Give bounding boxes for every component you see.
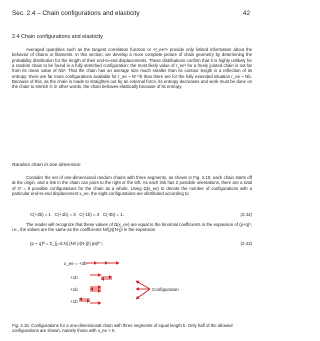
paragraph-random-chain: Consider the set of one-dimensional random chains with three segments, as shown in Fig. 2.15; each chain starts off at the origin, and a link in the chain can point to the right or the left. As each link has 2 possible orientations, there are a total of 2³ = 8 possible configurations for the chain as a whole. Using Ω(x_ee) to denote the number of configurations with a particular end-to-end displacement x_ee, the eight configurations are distributed according to: — [12, 175, 252, 197]
configuration-diagram — [60, 255, 210, 320]
level-label: +1b — [70, 299, 78, 304]
figure-caption: Fig. 2.15. Configurations for a one-dimensional chain with three segments of equal length b. Only half of the allowed configurations are shown, namely those with x_ee > 0. — [12, 323, 233, 334]
subheading: Random chain in one dimension — [12, 163, 81, 168]
page-number: 42 — [242, 10, 250, 17]
running-head: Sec. 2.4 – Chain configurations and elasticity — [12, 10, 140, 17]
pointer-arrow — [136, 289, 150, 299]
equation-number: (2.42) — [240, 212, 252, 217]
xee-label: x_ee = +3b — [64, 261, 87, 266]
equation-expression: (p + q)ᴺ = Σ_{j=0,N} [N!/ j!(N-j)!] pʲqᴺ⁻ʲ, — [30, 241, 104, 246]
equation-2-42 — [12, 212, 252, 218]
pointer-arrow — [136, 281, 150, 289]
equation-2-43 — [12, 241, 252, 247]
level-label: +1b — [70, 287, 78, 292]
level-label: +1b — [70, 275, 78, 280]
configuration-label: Configuration — [152, 287, 179, 292]
section-title: 2.4 Chain configurations and elasticity — [12, 34, 103, 40]
paragraph-binomial: The reader will recognize that these values of Ω(x_ee) are equal to the binomial coefficients in the expansion of (p+q)³, i.e., the values are the same as the coefficients N!/(j!)(N-j)! in the expansion — [12, 222, 252, 233]
intro-paragraph: Averaged quantities such as the tangent correlation function or <r_ee²> provide only limited information about the behavior of chains or filaments. In this section, we develop a more complete picture of chain geometry by determining the probability distribution for the length of their end-to-end displacements. These distributions confirm that it is highly unlikely for a random chain to be found in a fully stretched configuration: the most likely value of r_ee² for a freely jointed chain is not far from its mean value of Nb². That the chain has an average size much smaller than its contour length is a reflection of its entropy: there are far more configurations available for r_ee ~ N¹ᐟ²b than there are for the fully extended situation r_ee ~ Nb. Because of this, as the chain is made to straighten out by an external force, its entropy decreases and work must be done on the chain to stretch it: in other words, the chain behaves elastically because of its entropy. — [12, 47, 252, 90]
equation-number: (2.43) — [240, 241, 252, 246]
equation-expression: C(+3b) = 1 C(+1b) = 3 C(-1b) = 3 C(-3b) = 1. — [30, 212, 124, 217]
arrow-group — [79, 263, 150, 303]
page-header — [12, 10, 250, 22]
